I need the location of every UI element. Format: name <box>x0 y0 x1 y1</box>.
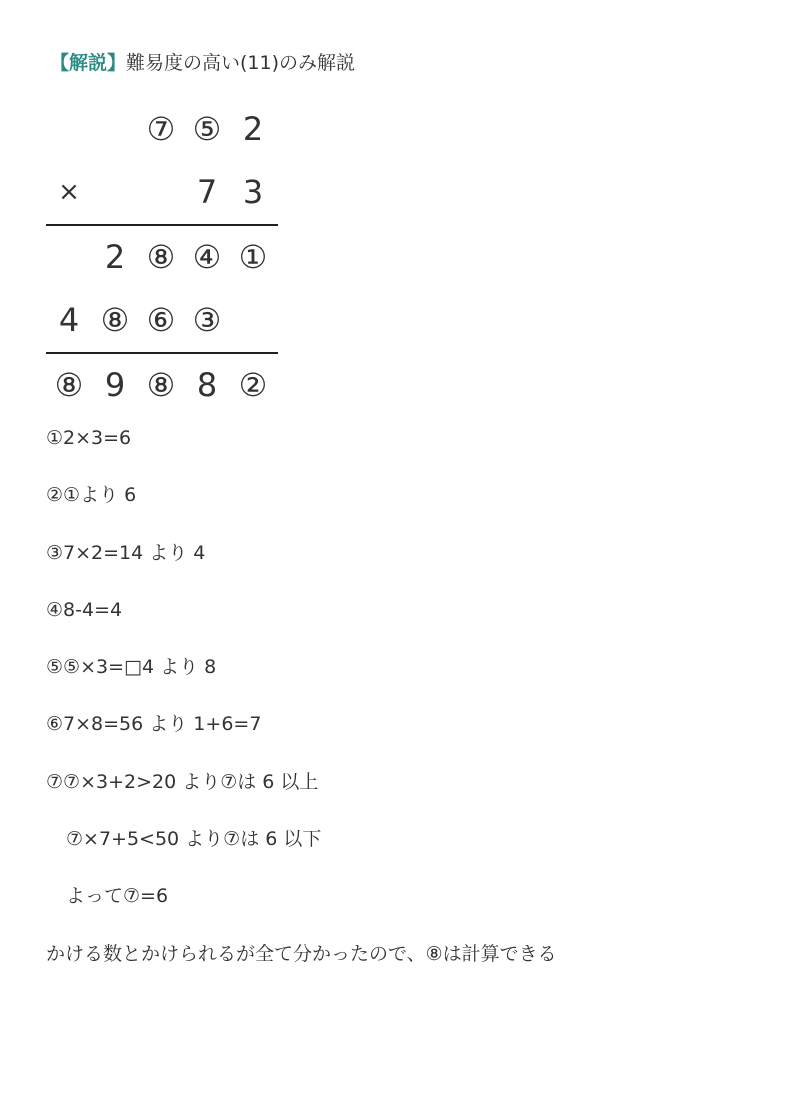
multiplicand-row <box>46 98 278 161</box>
calc-cell: ④ <box>192 238 222 276</box>
calc-cell: ⑤ <box>192 110 222 148</box>
calc-cell: ⑧ <box>146 238 176 276</box>
multiply-sign: × <box>58 177 80 207</box>
solution-step: ④8-4=4 <box>46 598 123 621</box>
calc-cell: ② <box>238 366 268 404</box>
calc-cell: ③ <box>192 301 222 339</box>
calc-cell: ⑥ <box>146 301 176 339</box>
explanation-tag: 【解説】 <box>50 52 127 74</box>
calc-cell: 2 <box>242 110 264 148</box>
partial-product-row-1 <box>46 226 278 289</box>
calc-cell: 7 <box>196 173 218 211</box>
explanation-subtitle: 難易度の高い(11)のみ解説 <box>126 52 356 74</box>
solution-step: ⑦×7+5<50 より⑦は 6 以下 <box>66 828 322 851</box>
calc-cell: 3 <box>242 173 264 211</box>
calc-cell: ⑧ <box>100 301 130 339</box>
solution-step: ③7×2=14 より 4 <box>46 541 206 564</box>
solution-conclusion: かける数とかけられるが全て分かったので、⑧は計算できる <box>46 942 557 965</box>
partial-product-row-2 <box>46 289 278 352</box>
solution-steps <box>46 424 746 997</box>
multiplication-problem <box>46 98 278 417</box>
calc-cell: ① <box>238 238 268 276</box>
multiplier-row <box>46 161 278 224</box>
product-row <box>46 354 278 417</box>
solution-step: ⑤⑤×3=□4 より 8 <box>46 656 217 679</box>
solution-step: ①2×3=6 <box>46 427 132 449</box>
calc-cell: ⑧ <box>146 366 176 404</box>
calc-cell: 8 <box>196 366 218 404</box>
calc-cell: ⑦ <box>146 110 176 148</box>
calc-cell: 9 <box>104 366 126 404</box>
explanation-heading <box>50 50 355 76</box>
solution-step: ⑥7×8=56 より 1+6=7 <box>46 713 262 736</box>
calc-cell: ⑧ <box>54 366 84 404</box>
calc-cell: 4 <box>58 301 80 339</box>
solution-step: ⑦⑦×3+2>20 より⑦は 6 以上 <box>46 770 319 793</box>
solution-step: よって⑦=6 <box>66 885 169 908</box>
calc-cell: 2 <box>104 238 126 276</box>
solution-step: ②①より 6 <box>46 484 137 507</box>
